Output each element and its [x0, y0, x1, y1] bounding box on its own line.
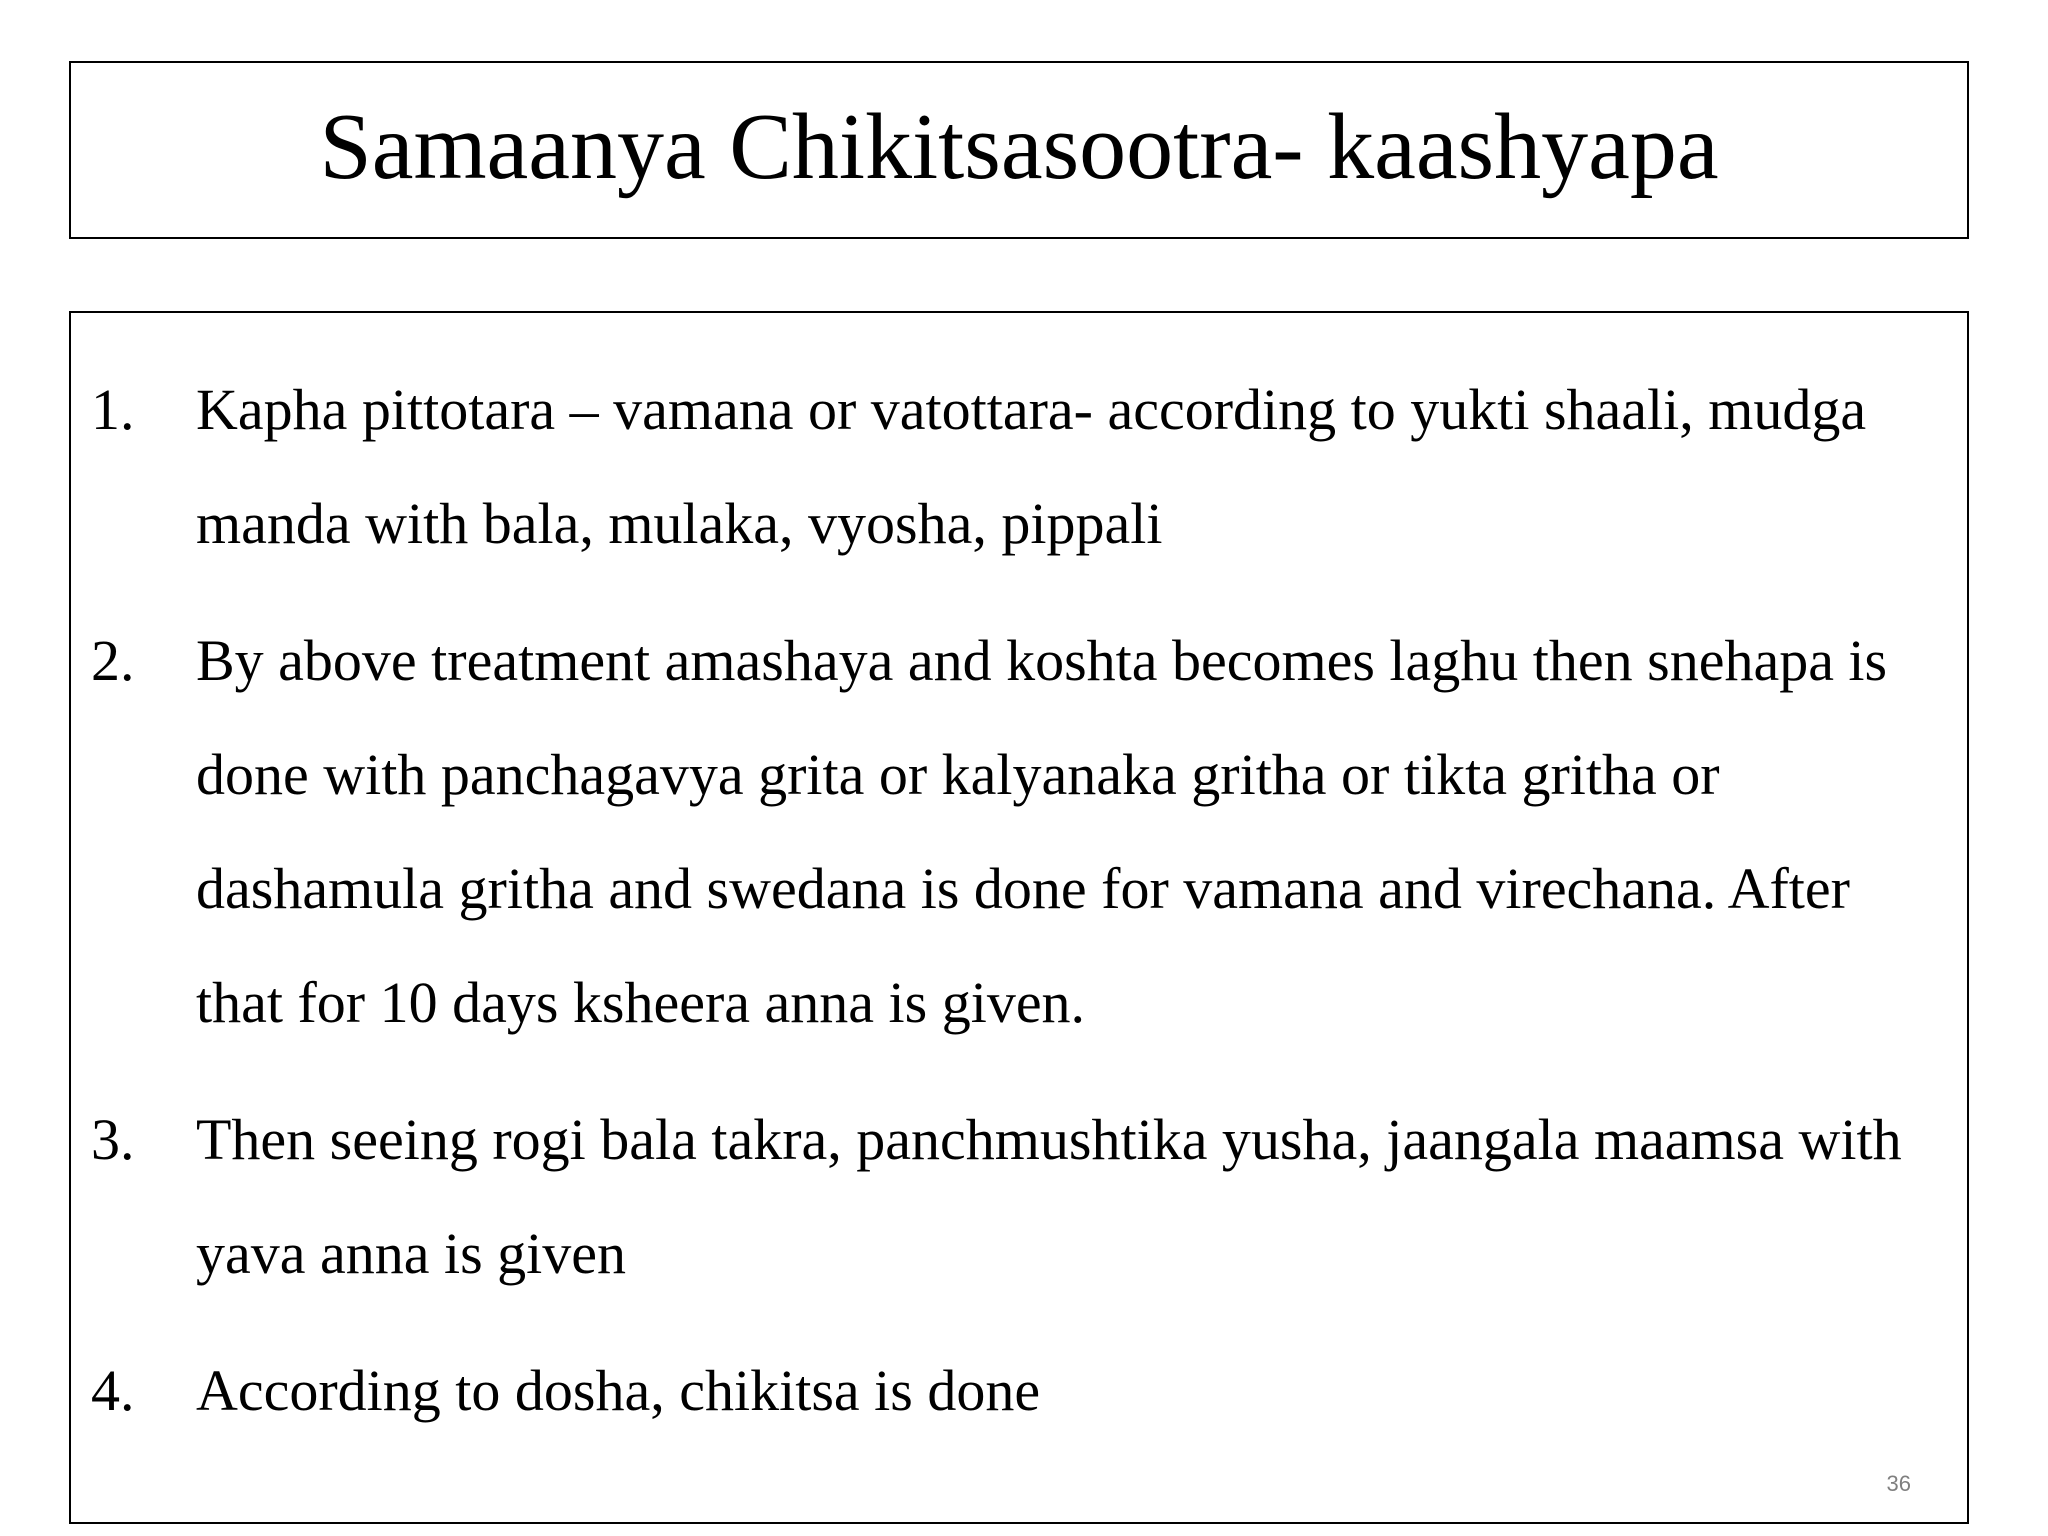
numbered-list [71, 353, 1967, 1448]
list-item [71, 1083, 1967, 1311]
list-item-text: According to dosha, chikitsa is done [196, 1358, 1041, 1423]
slide-title: Samaanya Chikitsasootra- kaashyapa [319, 95, 1719, 199]
list-item-number: 1. [91, 377, 135, 442]
list-item-text: Then seeing rogi bala takra, panchmushtika yusha, jaangala maamsa with yava anna is given [196, 1107, 1902, 1286]
page-number: 36 [1886, 1471, 1911, 1496]
list-item-number: 4. [91, 1358, 135, 1423]
list-item-number: 2. [91, 628, 135, 693]
list-item [71, 604, 1967, 1060]
list-item [71, 353, 1967, 581]
list-item-number: 3. [91, 1107, 135, 1172]
list-item [71, 1334, 1967, 1448]
slide-content-box [69, 311, 1969, 1524]
list-item-text: Kapha pittotara – vamana or vatottara- according to yukti shaali, mudga manda with bala, mulaka, vyosha, pippali [196, 377, 1867, 556]
slide-title-box [69, 61, 1969, 239]
list-item-text: By above treatment amashaya and koshta becomes laghu then snehapa is done with panchagavya grita or kalyanaka gritha or tikta gritha or dashamula gritha and swedana is done for vamana and virechana. After that for 10 days ksheera anna is given. [196, 628, 1888, 1035]
